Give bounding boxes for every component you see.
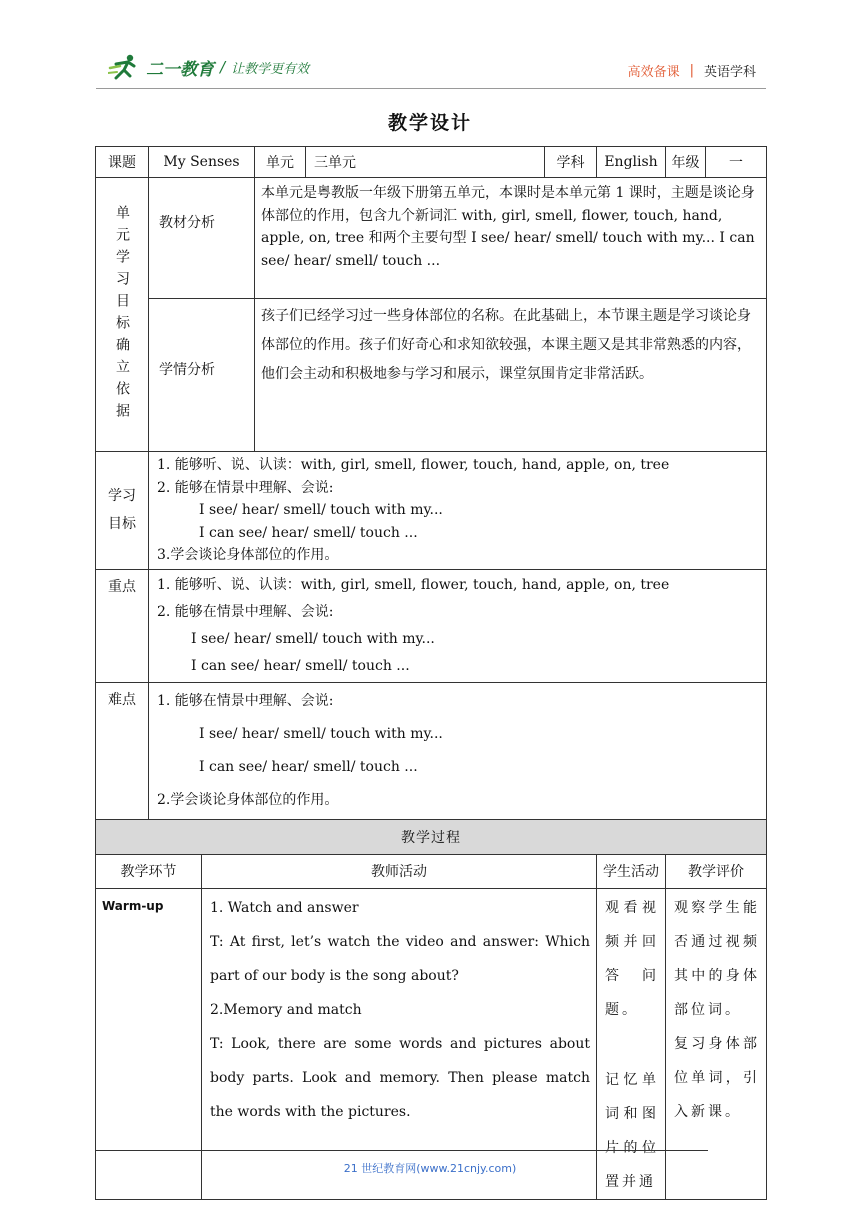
process-columns-row xyxy=(96,854,767,888)
difficulties-row xyxy=(96,682,767,819)
page-header xyxy=(0,0,860,90)
topic-key: 课题 xyxy=(96,147,149,178)
key-line-4: I can see/ hear/ smell/ touch ... xyxy=(191,657,410,674)
grade-key: 年级 xyxy=(666,147,706,178)
student-activity-cell xyxy=(597,888,666,1199)
student-activity-1: 观看视频并回答问题。 xyxy=(605,899,660,1018)
teacher-line-3: 2.Memory and match xyxy=(210,1001,362,1018)
runner-logo-icon xyxy=(108,54,142,80)
slogan: 让教学更有效 xyxy=(231,61,310,77)
goal-line-1: 1. 能够听、说、认读：with, girl, smell, flower, touch, hand, apple, on, tree xyxy=(157,457,670,473)
info-row xyxy=(96,147,767,178)
unit-value: 三单元 xyxy=(306,147,545,178)
teacher-line-4: T: Look, there are some words and pictures about body parts. Look and memory. Then please match the words with the pictures. xyxy=(210,1035,590,1120)
goals-row xyxy=(96,452,767,570)
subject-key: 学科 xyxy=(545,147,597,178)
key-line-3: I see/ hear/ smell/ touch with my... xyxy=(191,630,435,647)
col-stage: 教学环节 xyxy=(96,854,202,888)
key-line-2: 2. 能够在情景中理解、会说: xyxy=(157,603,334,620)
tag-separator: | xyxy=(689,63,694,78)
stage-warmup: Warm-up xyxy=(96,888,202,1199)
topic-value: My Senses xyxy=(149,147,255,178)
subject-value: English xyxy=(597,147,666,178)
teacher-line-2: T: At first, let’s watch the video and answer: Which part of our body is the song about? xyxy=(210,933,590,984)
brand-logo xyxy=(108,54,309,80)
unit-key: 单元 xyxy=(255,147,306,178)
process-heading-row xyxy=(96,819,767,854)
goals-label-cell xyxy=(96,452,149,570)
difficulties-cell xyxy=(149,682,767,819)
key-points-cell xyxy=(149,569,767,682)
student-cell xyxy=(255,299,767,452)
goal-line-2: 2. 能够在情景中理解、会说: xyxy=(157,479,334,496)
student-text: 孩子们已经学习过一些身体部位的名称。在此基础上，本节课主题是学习谈论身体部位的作用。孩子们好奇心和求知欲较强，本课主题又是其非常熟悉的内容，他们会主动和积极地参与学习和展示，课堂氛围肯定非常活跃。 xyxy=(261,308,751,382)
teacher-activity xyxy=(202,889,596,1129)
goal-line-4: I can see/ hear/ smell/ touch ... xyxy=(199,524,418,541)
difficulties-label: 难点 xyxy=(96,682,149,819)
diff-line-3: I can see/ hear/ smell/ touch ... xyxy=(199,758,418,775)
basis-label: 单元学习目标确立依据 xyxy=(114,204,130,425)
logo-text: 二一教育 xyxy=(146,59,214,80)
diff-line-4: 2.学会谈论身体部位的作用。 xyxy=(157,791,339,808)
goal-line-3: I see/ hear/ smell/ touch with my... xyxy=(199,502,443,518)
evaluation-1: 观察学生能否通过视频其中的身体部位词。 xyxy=(674,899,761,1018)
document-title: 教学设计 xyxy=(387,112,472,134)
evaluation-2: 复习身体部位单词，引入新课。 xyxy=(674,1035,761,1120)
key-points-row xyxy=(96,569,767,682)
student-label: 学情分析 xyxy=(149,299,255,452)
goals-cell xyxy=(149,452,767,570)
diff-line-2: I see/ hear/ smell/ touch with my... xyxy=(199,725,443,742)
tag-subject: 英语学科 xyxy=(703,65,756,80)
lesson-plan-table xyxy=(95,146,767,1200)
key-line-1: 1. 能够听、说、认读：with, girl, smell, flower, touch, hand, apple, on, tree xyxy=(157,576,670,593)
material-label: 教材分析 xyxy=(149,178,255,299)
goal-line-5: 3.学会谈论身体部位的作用。 xyxy=(157,547,339,563)
header-tags xyxy=(628,61,756,80)
grade-value: 一 xyxy=(706,147,767,178)
footer-text: 21 世纪教育网(www.21cnjy.com) xyxy=(343,1162,517,1175)
header-divider xyxy=(96,88,766,89)
evaluation-cell xyxy=(666,888,767,1199)
student-row xyxy=(96,299,767,452)
warmup-row xyxy=(96,888,767,1199)
logo-divider: / xyxy=(220,58,226,76)
material-cell xyxy=(255,178,767,299)
teacher-activity-cell xyxy=(202,888,597,1199)
goals-label: 学习目标 xyxy=(108,488,136,533)
col-teacher: 教师活动 xyxy=(202,854,597,888)
tag-efficient-prep: 高效备课 xyxy=(627,65,680,80)
key-points-label: 重点 xyxy=(96,569,149,682)
col-eval: 教学评价 xyxy=(666,854,767,888)
teacher-line-1: 1. Watch and answer xyxy=(210,899,359,916)
material-row xyxy=(96,178,767,299)
process-heading: 教学过程 xyxy=(96,819,767,854)
diff-line-1: 1. 能够在情景中理解、会说: xyxy=(157,692,334,709)
col-student: 学生活动 xyxy=(597,854,666,888)
basis-label-cell xyxy=(96,178,149,452)
footer-divider xyxy=(96,1150,708,1151)
material-text: 本单元是粤教版一年级下册第五单元，本课时是本单元第 1 课时，主题是谈论身体部位的作用，包含九个新词汇 with, girl, smell, flower, touch, hand, apple, on, tree 和两个主要句型 I see/ hear/ smell/ touch with my... I can see/ hear/ smell/ touch ... xyxy=(261,185,755,269)
student-activity-2: 记忆单词和图片的位置并通 xyxy=(605,1071,660,1190)
